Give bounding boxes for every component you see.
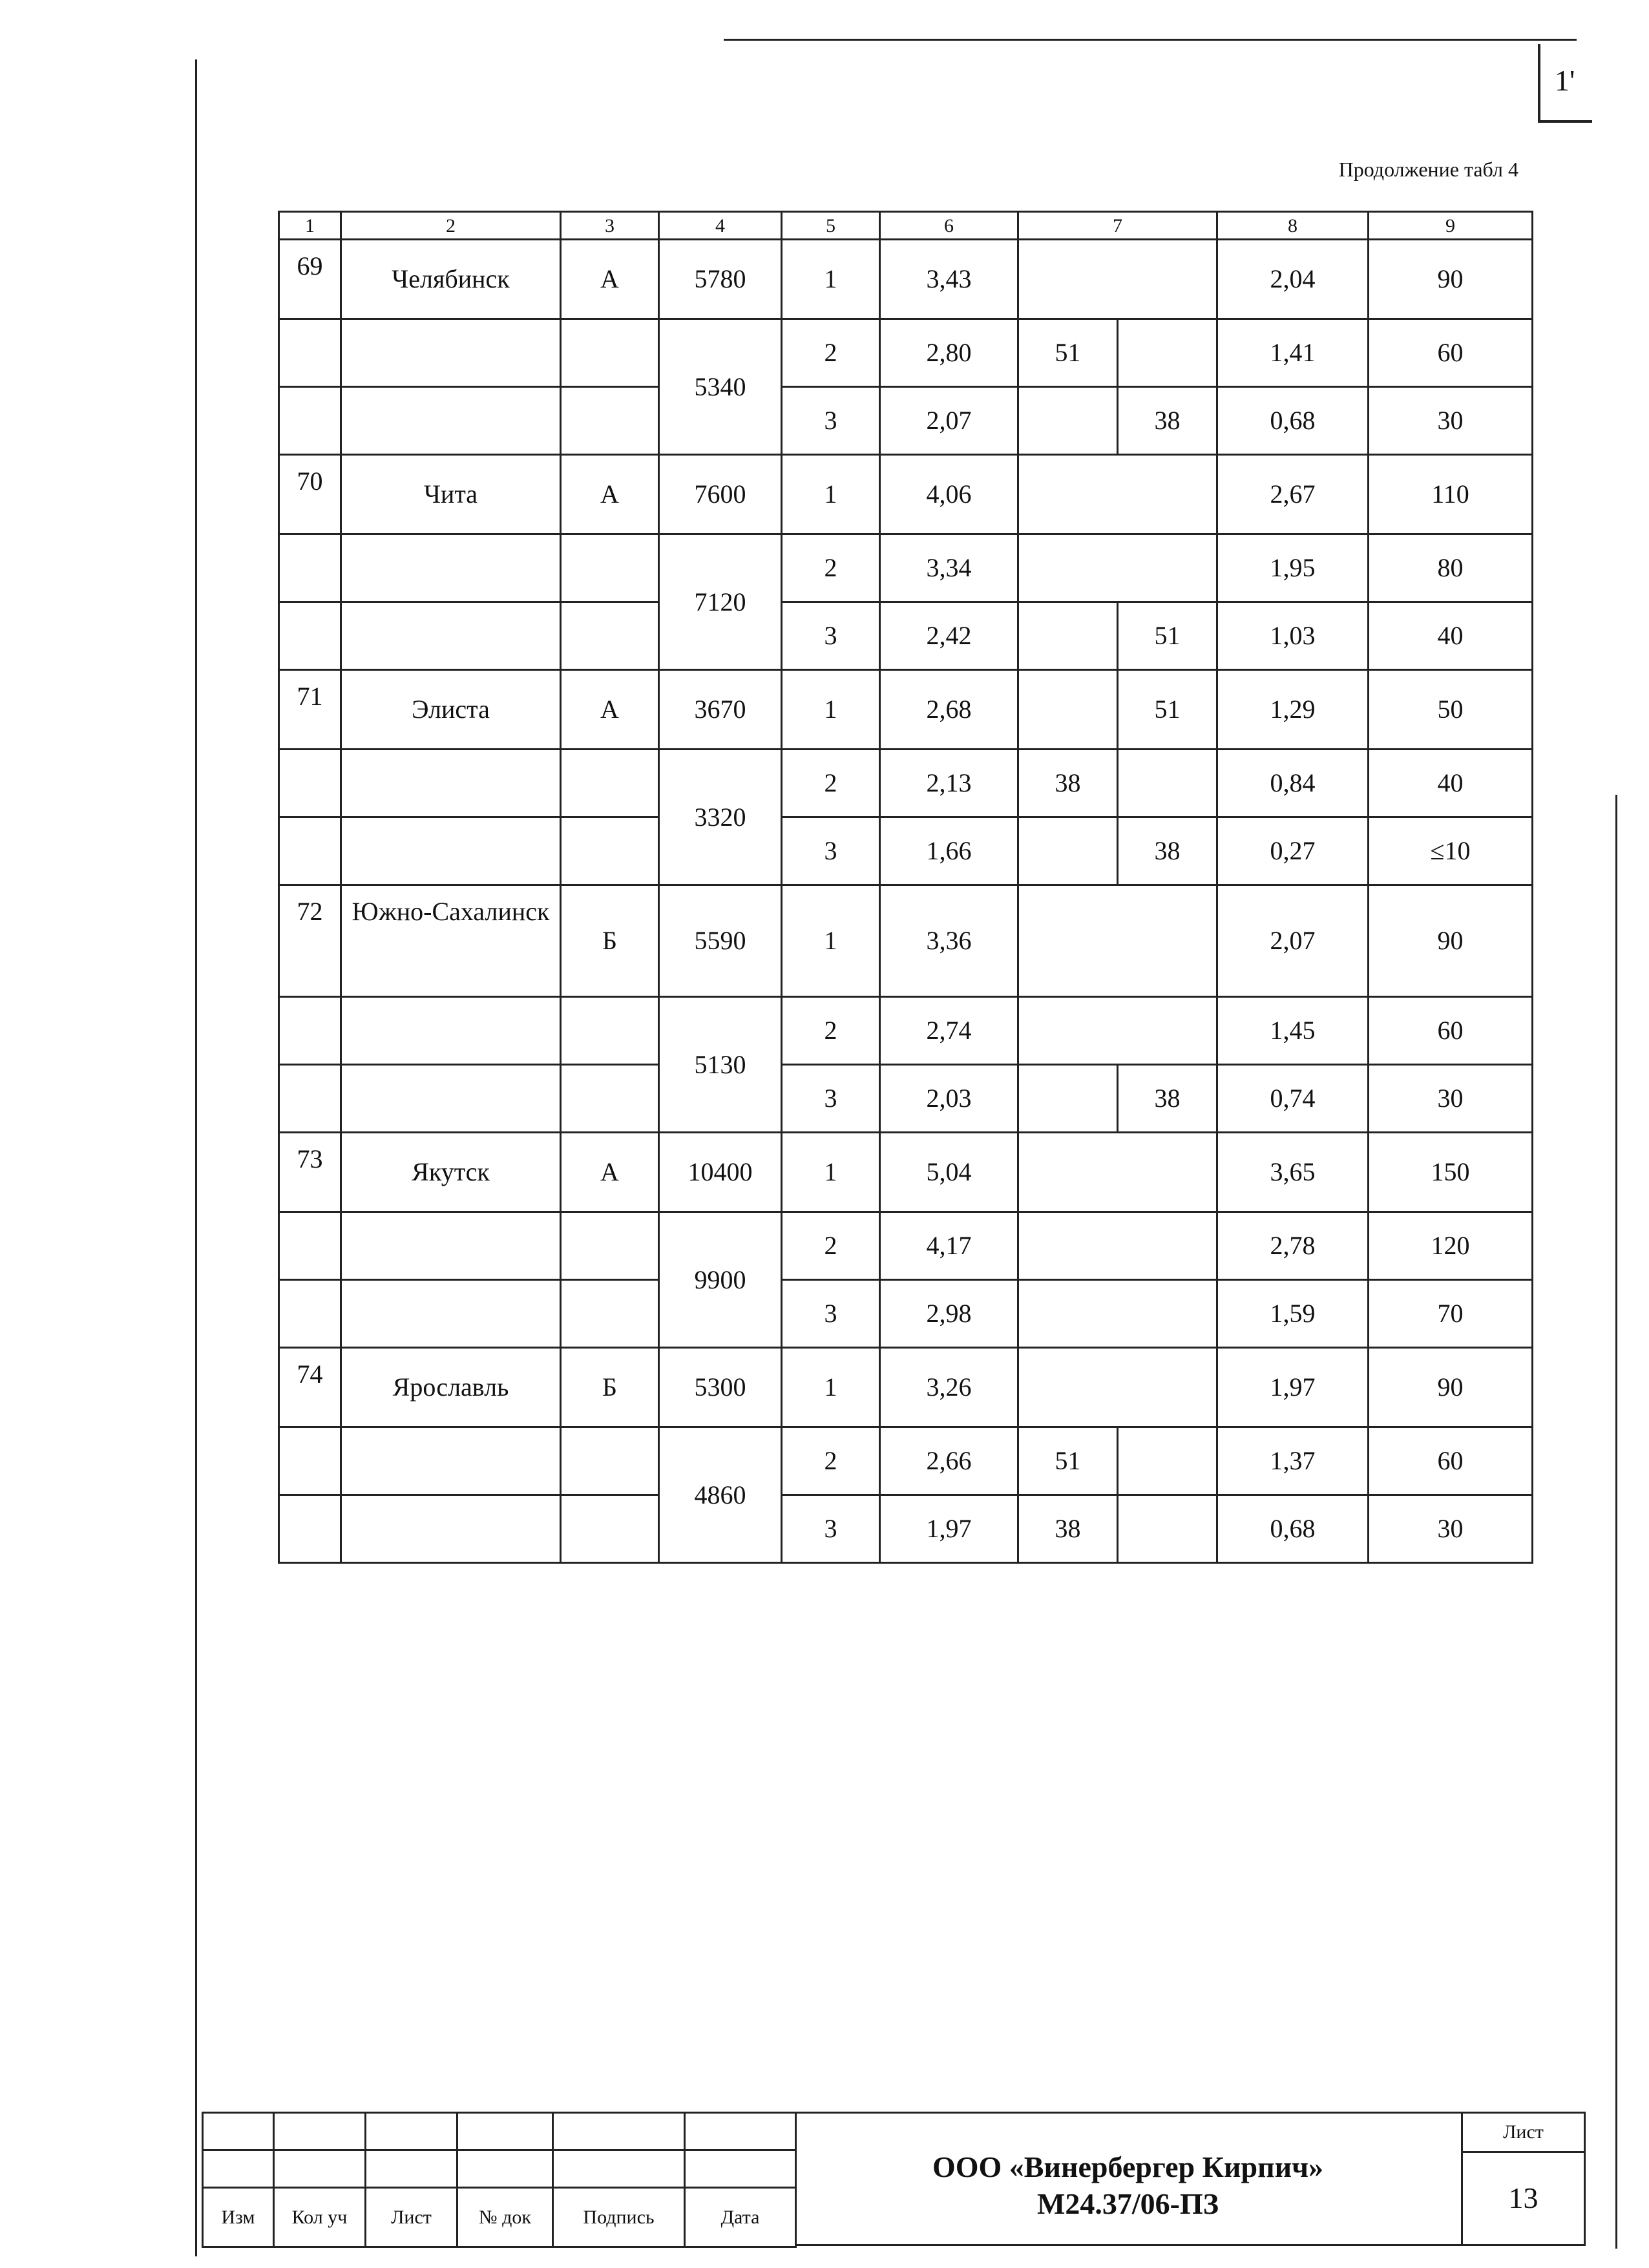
header-cell: 6 (880, 212, 1018, 240)
table-row (279, 885, 1533, 997)
cell-c8: 0,84 (1217, 750, 1369, 817)
cell-c8: 1,37 (1217, 1427, 1369, 1495)
cell-c5: 1 (782, 240, 880, 319)
cell-c6: 2,03 (880, 1065, 1018, 1133)
stamp-title (795, 2112, 1463, 2246)
cell-c4: 5340 (659, 319, 782, 455)
cell-c1 (279, 750, 341, 817)
cell-c3 (561, 387, 659, 455)
cell-c7b (1118, 997, 1217, 1065)
cell-c8: 2,07 (1217, 885, 1369, 997)
header-cell: 9 (1369, 212, 1533, 240)
cell-c8: 2,04 (1217, 240, 1369, 319)
cell-c2 (341, 1065, 561, 1133)
cell-c7a (1018, 1348, 1217, 1427)
cell-c4: 9900 (659, 1212, 782, 1348)
cell-c6: 3,26 (880, 1348, 1018, 1427)
cell-c9: 70 (1369, 1280, 1533, 1348)
cell-c9: 60 (1369, 319, 1533, 387)
header-row (279, 212, 1533, 240)
cell-c1 (279, 1427, 341, 1495)
cell-c6: 2,13 (880, 750, 1018, 817)
table-caption: Продолжение табл 4 (1338, 158, 1518, 181)
cell-c9: 50 (1369, 670, 1533, 750)
sheet-number: 13 (1508, 2181, 1539, 2214)
table-row (279, 1065, 1533, 1133)
cell-c1: 74 (279, 1348, 341, 1427)
cell-c9: 90 (1369, 240, 1533, 319)
cell-c1: 69 (279, 240, 341, 319)
stamp-label: Подпись (553, 2188, 685, 2247)
table-row (279, 670, 1533, 750)
cell-c4: 5130 (659, 997, 782, 1133)
cell-c9: 30 (1369, 1065, 1533, 1133)
cell-c9: 40 (1369, 602, 1533, 670)
table-row (279, 1133, 1533, 1212)
cell-c6: 3,34 (880, 534, 1018, 602)
sheet-label: Лист (1463, 2114, 1584, 2153)
cell-c3 (561, 1280, 659, 1348)
cell-c1 (279, 817, 341, 885)
cell-c9: 60 (1369, 1427, 1533, 1495)
cell-c4: 10400 (659, 1133, 782, 1212)
cell-c5: 2 (782, 319, 880, 387)
document-code: М24.37/06-ПЗ (1036, 2187, 1219, 2220)
table-row (279, 750, 1533, 817)
cell-c6: 4,17 (880, 1212, 1018, 1280)
cell-c9: 90 (1369, 885, 1533, 997)
cell-c9: 30 (1369, 387, 1533, 455)
cell-c6: 2,42 (880, 602, 1018, 670)
cell-c7a: 51 (1018, 319, 1118, 387)
cell-c5: 3 (782, 602, 880, 670)
cell-c5: 2 (782, 1427, 880, 1495)
cell-c2 (341, 387, 561, 455)
table-row (279, 1427, 1533, 1495)
table-row (279, 319, 1533, 387)
cell-c8: 1,95 (1217, 534, 1369, 602)
cell-c5: 2 (782, 1212, 880, 1280)
corner-number-text: 1' (1555, 64, 1575, 97)
frame-line-right (1615, 795, 1617, 2249)
cell-c4: 3670 (659, 670, 782, 750)
header-cell: 8 (1217, 212, 1369, 240)
cell-c6: 2,07 (880, 387, 1018, 455)
cell-c8: 0,68 (1217, 387, 1369, 455)
cell-c5: 2 (782, 534, 880, 602)
title-block-grid (202, 2112, 797, 2248)
cell-c8: 0,68 (1217, 1495, 1369, 1563)
cell-c1 (279, 1280, 341, 1348)
cell-c8: 0,27 (1217, 817, 1369, 885)
table-row (279, 1348, 1533, 1427)
cell-c6: 5,04 (880, 1133, 1018, 1212)
cell-c1 (279, 1495, 341, 1563)
cell-c7a (1018, 885, 1217, 997)
cell-c6: 2,68 (880, 670, 1018, 750)
cell-c4: 5590 (659, 885, 782, 997)
cell-c1: 73 (279, 1133, 341, 1212)
cell-c3 (561, 1212, 659, 1280)
cell-c8: 3,65 (1217, 1133, 1369, 1212)
cell-c7a (1018, 817, 1118, 885)
cell-c7a (1018, 670, 1118, 750)
cell-c8: 2,67 (1217, 455, 1369, 534)
stamp-label: Кол уч (274, 2188, 366, 2247)
cell-c6: 2,80 (880, 319, 1018, 387)
cell-c5: 3 (782, 1280, 880, 1348)
cell-c5: 1 (782, 885, 880, 997)
cell-c2: Южно-Сахалинск (341, 885, 561, 997)
cell-c9: 30 (1369, 1495, 1533, 1563)
cell-c1 (279, 319, 341, 387)
cell-c2 (341, 602, 561, 670)
cell-c7b (1118, 534, 1217, 602)
cell-c3: А (561, 455, 659, 534)
cell-c2 (341, 750, 561, 817)
cell-c3 (561, 1495, 659, 1563)
cell-c5: 1 (782, 1348, 880, 1427)
cell-c2: Челябинск (341, 240, 561, 319)
cell-c2 (341, 997, 561, 1065)
cell-c4: 7600 (659, 455, 782, 534)
cell-c5: 1 (782, 670, 880, 750)
cell-c2: Ярославль (341, 1348, 561, 1427)
cell-c5: 2 (782, 750, 880, 817)
header-cell: 3 (561, 212, 659, 240)
cell-c9: ≤10 (1369, 817, 1533, 885)
corner-sheet-number (1538, 44, 1592, 123)
cell-c2 (341, 1280, 561, 1348)
cell-c3 (561, 997, 659, 1065)
cell-c5: 3 (782, 817, 880, 885)
cell-c2 (341, 1212, 561, 1280)
frame-line-left (195, 59, 197, 2256)
cell-c1 (279, 997, 341, 1065)
cell-c8: 1,29 (1217, 670, 1369, 750)
table-row (279, 534, 1533, 602)
cell-c7b: 38 (1118, 817, 1217, 885)
stamp-label: Дата (685, 2188, 796, 2247)
table-row (279, 240, 1533, 319)
cell-c1: 72 (279, 885, 341, 997)
table-row (279, 1495, 1533, 1563)
cell-c5: 3 (782, 1495, 880, 1563)
cell-c6: 3,36 (880, 885, 1018, 997)
cell-c3: Б (561, 885, 659, 997)
cell-c2 (341, 1495, 561, 1563)
cell-c3: А (561, 670, 659, 750)
cell-c7b: 38 (1118, 1065, 1217, 1133)
title-block (202, 2112, 1619, 2246)
cell-c2 (341, 319, 561, 387)
cell-c8: 1,59 (1217, 1280, 1369, 1348)
cell-c4: 4860 (659, 1427, 782, 1563)
cell-c8: 1,03 (1217, 602, 1369, 670)
cell-c4: 7120 (659, 534, 782, 670)
cell-c7a (1018, 602, 1118, 670)
table-row (279, 455, 1533, 534)
cell-c3 (561, 1065, 659, 1133)
stamp-label: Лист (366, 2188, 457, 2247)
cell-c3: Б (561, 1348, 659, 1427)
cell-c1 (279, 1212, 341, 1280)
cell-c8: 1,45 (1217, 997, 1369, 1065)
cell-c9: 110 (1369, 455, 1533, 534)
cell-c1 (279, 534, 341, 602)
cell-c5: 2 (782, 997, 880, 1065)
cell-c7b: 51 (1118, 602, 1217, 670)
header-cell: 2 (341, 212, 561, 240)
cell-c8: 1,41 (1217, 319, 1369, 387)
stamp-label: № док (457, 2188, 553, 2247)
cell-c9: 80 (1369, 534, 1533, 602)
cell-c7a (1018, 1065, 1118, 1133)
cell-c5: 3 (782, 1065, 880, 1133)
cell-c7a: 51 (1018, 1427, 1118, 1495)
cell-c1: 71 (279, 670, 341, 750)
cell-c3: А (561, 240, 659, 319)
cell-c6: 1,66 (880, 817, 1018, 885)
cell-c6: 3,43 (880, 240, 1018, 319)
cell-c3 (561, 750, 659, 817)
cell-c7a (1018, 455, 1217, 534)
cell-c2 (341, 534, 561, 602)
cell-c6: 2,66 (880, 1427, 1018, 1495)
cell-c1 (279, 602, 341, 670)
cell-c7b: 38 (1118, 387, 1217, 455)
cell-c7b (1118, 1427, 1217, 1495)
cell-c8: 2,78 (1217, 1212, 1369, 1280)
cell-c3 (561, 602, 659, 670)
cell-c7b (1118, 319, 1217, 387)
cell-c1 (279, 1065, 341, 1133)
cell-c6: 2,74 (880, 997, 1018, 1065)
sheet-box (1463, 2112, 1586, 2246)
cell-c7a (1018, 1280, 1118, 1348)
cell-c9: 60 (1369, 997, 1533, 1065)
cell-c7a (1018, 240, 1217, 319)
cell-c9: 150 (1369, 1133, 1533, 1212)
data-table (278, 211, 1533, 1564)
table-row (279, 817, 1533, 885)
header-cell: 5 (782, 212, 880, 240)
header-cell: 7 (1018, 212, 1217, 240)
cell-c6: 4,06 (880, 455, 1018, 534)
cell-c3 (561, 534, 659, 602)
cell-c3 (561, 817, 659, 885)
company-name: ООО «Винербергер Кирпич» (932, 2150, 1324, 2183)
cell-c7b (1118, 1212, 1217, 1280)
cell-c7b (1118, 1495, 1217, 1563)
cell-c2: Чита (341, 455, 561, 534)
cell-c8: 0,74 (1217, 1065, 1369, 1133)
cell-c7a (1018, 997, 1118, 1065)
cell-c7a (1018, 1133, 1217, 1212)
cell-c5: 1 (782, 1133, 880, 1212)
cell-c9: 90 (1369, 1348, 1533, 1427)
cell-c7a (1018, 1212, 1118, 1280)
cell-c8: 1,97 (1217, 1348, 1369, 1427)
cell-c7b (1118, 750, 1217, 817)
cell-c6: 1,97 (880, 1495, 1018, 1563)
cell-c1 (279, 387, 341, 455)
cell-c5: 1 (782, 455, 880, 534)
cell-c2 (341, 817, 561, 885)
frame-line-top (724, 39, 1577, 41)
cell-c7b (1118, 1280, 1217, 1348)
table-row (279, 387, 1533, 455)
table-row (279, 602, 1533, 670)
cell-c2: Якутск (341, 1133, 561, 1212)
table-row (279, 1212, 1533, 1280)
cell-c6: 2,98 (880, 1280, 1018, 1348)
cell-c4: 5780 (659, 240, 782, 319)
cell-c4: 3320 (659, 750, 782, 885)
cell-c3 (561, 319, 659, 387)
cell-c7a (1018, 387, 1118, 455)
cell-c7a: 38 (1018, 1495, 1118, 1563)
table-row (279, 997, 1533, 1065)
cell-c1: 70 (279, 455, 341, 534)
cell-c2: Элиста (341, 670, 561, 750)
cell-c7b: 51 (1118, 670, 1217, 750)
cell-c9: 120 (1369, 1212, 1533, 1280)
cell-c4: 5300 (659, 1348, 782, 1427)
cell-c5: 3 (782, 387, 880, 455)
cell-c3 (561, 1427, 659, 1495)
cell-c2 (341, 1427, 561, 1495)
header-cell: 1 (279, 212, 341, 240)
cell-c7a (1018, 534, 1118, 602)
cell-c3: А (561, 1133, 659, 1212)
stamp-label: Изм (203, 2188, 274, 2247)
table-row (279, 1280, 1533, 1348)
cell-c7a: 38 (1018, 750, 1118, 817)
header-cell: 4 (659, 212, 782, 240)
cell-c9: 40 (1369, 750, 1533, 817)
